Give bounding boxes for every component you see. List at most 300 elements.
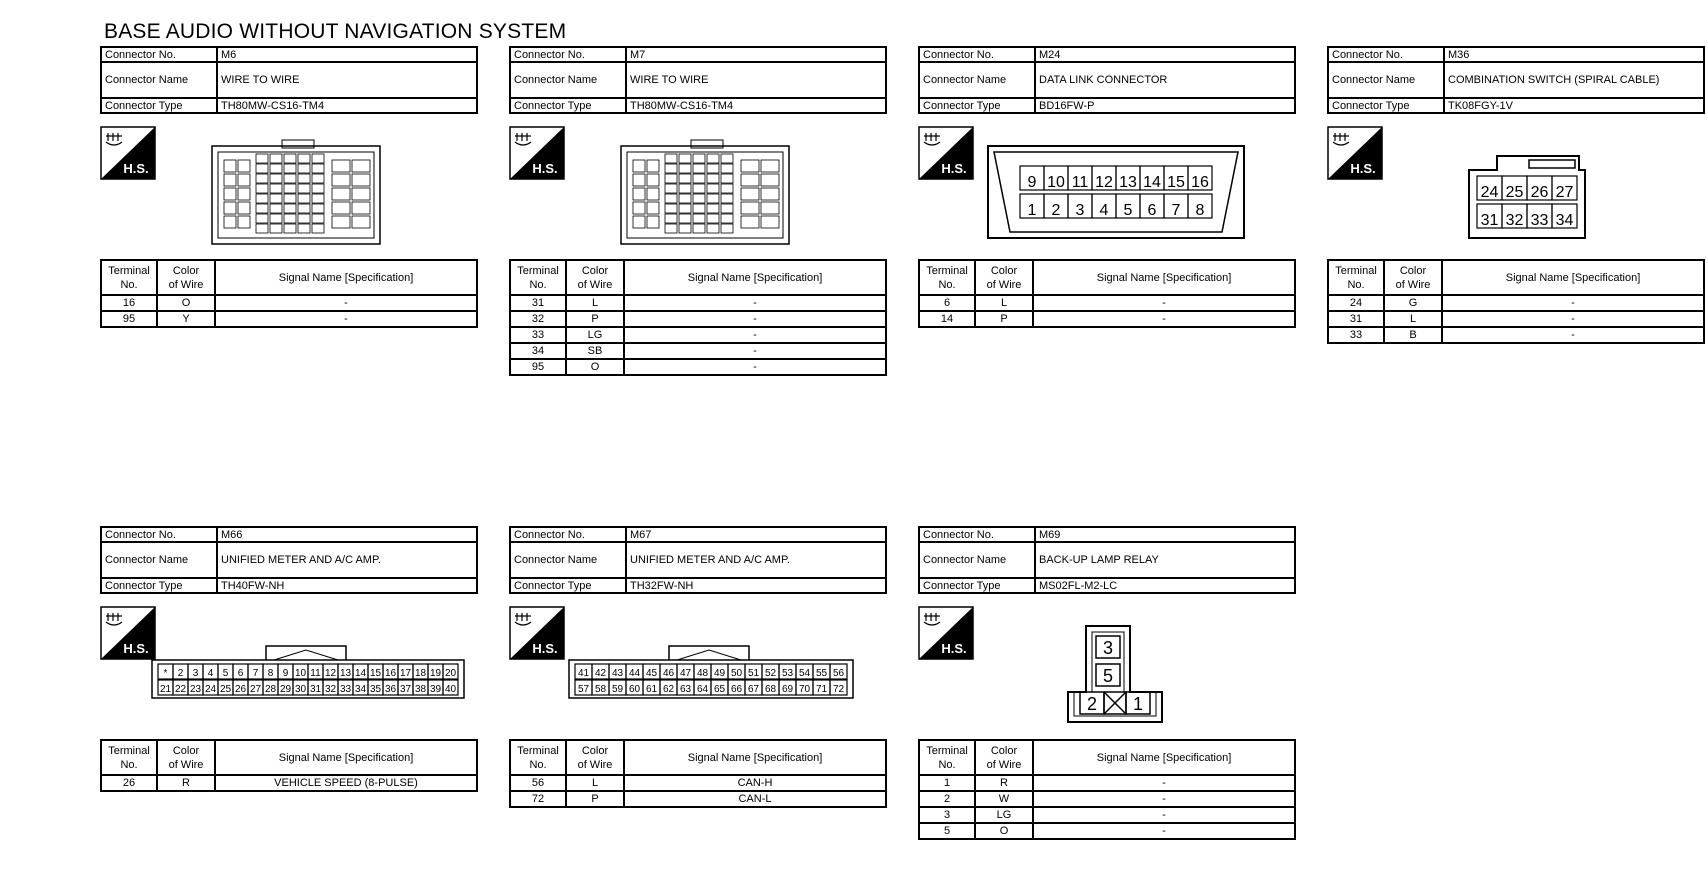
connector-name-value: COMBINATION SWITCH (SPIRAL CABLE): [1444, 62, 1704, 98]
connector-name-value: WIRE TO WIRE: [626, 62, 886, 98]
cavity: [679, 174, 691, 183]
cavity: [647, 216, 659, 228]
cavity: [741, 202, 759, 214]
cavity: [693, 214, 705, 223]
harness-side-icon: [100, 126, 156, 180]
cavity: [312, 154, 324, 163]
cavity-number: 9: [1027, 174, 1037, 191]
cavity-number: 15: [369, 668, 382, 679]
connector-latch-line: [677, 650, 741, 660]
terminal-no-header: Terminal No.: [510, 260, 566, 295]
cavity: [633, 202, 645, 214]
cavity-number: 20: [444, 668, 457, 679]
connector-no-value: M7: [626, 47, 886, 62]
cavity: [721, 154, 733, 163]
cavity: [256, 204, 268, 213]
wire-color: G: [1384, 295, 1442, 311]
terminal-no: 6: [919, 295, 975, 311]
connector-no-row: [919, 47, 1295, 62]
cavity: [665, 224, 677, 233]
connector-no-row: [510, 527, 886, 542]
cavity: [270, 164, 282, 173]
connector-type-value: MS02FL-M2-LC: [1035, 578, 1295, 593]
terminal-no: 33: [1328, 327, 1384, 343]
color-of-wire-header: Color of Wire: [157, 260, 215, 295]
wire-color: L: [566, 295, 624, 311]
terminal-row: [919, 295, 1295, 311]
cavity-number: 36: [384, 684, 397, 695]
connector-name-row: [1328, 62, 1704, 98]
wire-color: O: [566, 359, 624, 375]
connector-block-m69: [918, 526, 1296, 837]
terminal-row: [510, 327, 886, 343]
cavity-number: 33: [339, 684, 352, 695]
signal-name: -: [1033, 823, 1295, 839]
terminal-no: 5: [919, 823, 975, 839]
connector-block-m7: [509, 46, 887, 373]
wire-color: L: [1384, 311, 1442, 327]
terminal-no: 16: [101, 295, 157, 311]
cavity: [298, 204, 310, 213]
cavity-number: 62: [662, 684, 675, 695]
cavity: [312, 164, 324, 173]
cavity: [633, 216, 645, 228]
cavity-number: 18: [414, 668, 427, 679]
connector-type-row: [101, 578, 477, 593]
cavity: [693, 194, 705, 203]
cavity: [256, 224, 268, 233]
cavity-number: 39: [429, 684, 442, 695]
cavity-number: 40: [444, 684, 457, 695]
cavity-number: 7: [252, 668, 259, 679]
wire-color: R: [157, 775, 215, 791]
cavity: [721, 204, 733, 213]
cavity: [224, 216, 236, 228]
terminal-row: [919, 823, 1295, 839]
cavity: [693, 154, 705, 163]
wire-color: P: [566, 791, 624, 807]
terminal-no: 2: [919, 791, 975, 807]
cavity-number: 48: [696, 668, 709, 679]
terminal-no: 95: [510, 359, 566, 375]
signal-name-header: Signal Name [Specification]: [1033, 260, 1295, 295]
terminal-no: 56: [510, 775, 566, 791]
terminal-no: 26: [101, 775, 157, 791]
signal-name: -: [215, 295, 477, 311]
cavity: [238, 160, 250, 172]
cavity-number: 2: [1051, 202, 1061, 219]
cavity: [707, 174, 719, 183]
terminal-row: [1328, 311, 1704, 327]
connector-type-row: [919, 98, 1295, 113]
cavity-number: 4: [1099, 202, 1109, 219]
wire-color: P: [566, 311, 624, 327]
cavity: [270, 204, 282, 213]
terminal-row: [510, 791, 886, 807]
cavity-number: 41: [577, 668, 590, 679]
cavity: [298, 214, 310, 223]
harness-side-icon: [918, 126, 974, 180]
connector-face-diagram: [150, 642, 466, 702]
cavity: [298, 224, 310, 233]
signal-name: -: [215, 311, 477, 327]
terminal-no-header: Terminal No.: [919, 260, 975, 295]
cavity-number: 56: [832, 668, 845, 679]
color-of-wire-header: Color of Wire: [1384, 260, 1442, 295]
cavity-number: 52: [764, 668, 777, 679]
cavity-number: 60: [628, 684, 641, 695]
signal-name: -: [1033, 311, 1295, 327]
signal-name-header: Signal Name [Specification]: [215, 740, 477, 775]
connector-name-label: Connector Name: [101, 62, 217, 98]
cavity-number: 10: [1047, 174, 1065, 191]
hs-label: H.S.: [123, 641, 149, 656]
cavity-number: 72: [832, 684, 845, 695]
cavity-number: 23: [189, 684, 202, 695]
cavity: [761, 216, 779, 228]
cavity-number: 25: [219, 684, 232, 695]
terminal-no-header: Terminal No.: [510, 740, 566, 775]
terminal-table-header: [1328, 260, 1704, 295]
cavity: [284, 194, 296, 203]
connector-housing: [988, 146, 1244, 238]
cavity: [665, 184, 677, 193]
cavity: [352, 202, 370, 214]
signal-name-header: Signal Name [Specification]: [1442, 260, 1704, 295]
connector-no-row: [101, 527, 477, 542]
cavity: [298, 194, 310, 203]
cavity-number: 67: [747, 684, 760, 695]
terminal-no: 14: [919, 311, 975, 327]
signal-name: VEHICLE SPEED (8-PULSE): [215, 775, 477, 791]
cavity-number: 55: [815, 668, 828, 679]
cavity: [284, 174, 296, 183]
cavity: [741, 160, 759, 172]
cavity-number: 5: [1102, 666, 1114, 686]
signal-name: CAN-H: [624, 775, 886, 791]
signal-name: -: [624, 311, 886, 327]
cavity-number: 34: [1555, 212, 1574, 229]
cavity: [693, 224, 705, 233]
cavity: [256, 164, 268, 173]
connector-face-diagram: [1066, 624, 1166, 724]
connector-name-row: [510, 542, 886, 578]
connector-type-label: Connector Type: [510, 578, 626, 593]
connector-no-label: Connector No.: [510, 527, 626, 542]
wire-color: LG: [975, 807, 1033, 823]
cavity: [298, 174, 310, 183]
color-of-wire-header: Color of Wire: [566, 260, 624, 295]
signal-name-header: Signal Name [Specification]: [624, 260, 886, 295]
cavity-number: 31: [1480, 212, 1499, 229]
connector-face-diagram: [210, 138, 382, 248]
connector-no-label: Connector No.: [1328, 47, 1444, 62]
wire-color: LG: [566, 327, 624, 343]
wire-color: O: [157, 295, 215, 311]
connector-latch: [1529, 160, 1575, 168]
hs-label: H.S.: [1350, 161, 1376, 176]
connector-block-m24: [918, 46, 1296, 325]
terminal-row: [101, 311, 477, 327]
cavity-number: 10: [294, 668, 307, 679]
cavity: [761, 202, 779, 214]
cavity-number: 32: [324, 684, 337, 695]
cavity: [332, 160, 350, 172]
cavity-number: 3: [1102, 638, 1114, 658]
connector-name-row: [101, 62, 477, 98]
terminal-no: 1: [919, 775, 975, 791]
cavity-number: 57: [577, 684, 590, 695]
harness-side-icon: [1327, 126, 1383, 180]
signal-name: -: [1442, 311, 1704, 327]
connector-no-value: M66: [217, 527, 477, 542]
cavity-number: 65: [713, 684, 726, 695]
cavity: [332, 202, 350, 214]
connector-face-diagram: [619, 138, 791, 248]
cavity: [312, 184, 324, 193]
cavity-number: 16: [384, 668, 397, 679]
cavity-number: 66: [730, 684, 743, 695]
connector-trapezoid: [994, 152, 1238, 232]
cavity-number: 29: [279, 684, 292, 695]
cavity: [707, 194, 719, 203]
connector-housing: [1068, 626, 1162, 722]
cavity: [238, 216, 250, 228]
cavity-number: 50: [730, 668, 743, 679]
cavity: [284, 214, 296, 223]
cavity-number: 14: [1143, 174, 1161, 191]
terminal-table: [1327, 259, 1705, 344]
cavity: [761, 174, 779, 186]
terminal-row: [101, 295, 477, 311]
cavity: [761, 160, 779, 172]
cavity: [721, 194, 733, 203]
connector-name-label: Connector Name: [919, 62, 1035, 98]
cavity: [761, 188, 779, 200]
terminal-table-header: [919, 740, 1295, 775]
connector-no-row: [919, 527, 1295, 542]
connector-type-label: Connector Type: [101, 98, 217, 113]
cavity-number: 58: [594, 684, 607, 695]
cavity: [741, 216, 759, 228]
cavity-number: 25: [1505, 184, 1524, 201]
connector-name-value: UNIFIED METER AND A/C AMP.: [626, 542, 886, 578]
connector-name-label: Connector Name: [510, 542, 626, 578]
cavity: [352, 216, 370, 228]
cavity: [256, 214, 268, 223]
cavity: [647, 188, 659, 200]
cavity-number: 13: [1119, 174, 1137, 191]
cavity: [284, 164, 296, 173]
signal-name-header: Signal Name [Specification]: [1033, 740, 1295, 775]
signal-name: -: [1442, 327, 1704, 343]
signal-name: -: [624, 359, 886, 375]
terminal-no: 32: [510, 311, 566, 327]
cavity-number: 24: [204, 684, 217, 695]
cavity-number: 13: [339, 668, 352, 679]
wire-color: B: [1384, 327, 1442, 343]
cavity: [665, 194, 677, 203]
connector-no-label: Connector No.: [919, 47, 1035, 62]
cavity: [352, 174, 370, 186]
signal-name: -: [624, 343, 886, 359]
terminal-table-header: [101, 260, 477, 295]
cavity-number: 68: [764, 684, 777, 695]
terminal-row: [1328, 327, 1704, 343]
hs-label: H.S.: [532, 161, 558, 176]
cavity-number: 61: [645, 684, 658, 695]
hs-label: H.S.: [123, 161, 149, 176]
terminal-table-header: [919, 260, 1295, 295]
terminal-no: 33: [510, 327, 566, 343]
terminal-row: [510, 359, 886, 375]
connector-name-label: Connector Name: [1328, 62, 1444, 98]
connector-no-label: Connector No.: [101, 47, 217, 62]
terminal-no: 3: [919, 807, 975, 823]
cavity: [721, 184, 733, 193]
connector-no-row: [1328, 47, 1704, 62]
signal-name: -: [1033, 807, 1295, 823]
terminal-no: 31: [510, 295, 566, 311]
wire-color: L: [975, 295, 1033, 311]
cavity: [352, 188, 370, 200]
cavity-number: 45: [645, 668, 658, 679]
connector-latch: [282, 140, 314, 148]
connector-name-value: WIRE TO WIRE: [217, 62, 477, 98]
cavity-number: 21: [159, 684, 172, 695]
harness-side-icon: [509, 126, 565, 180]
signal-name: -: [624, 295, 886, 311]
hs-label: H.S.: [532, 641, 558, 656]
cavity: [352, 160, 370, 172]
signal-name: -: [624, 327, 886, 343]
connector-latch: [669, 646, 749, 660]
wire-color: W: [975, 791, 1033, 807]
connector-type-label: Connector Type: [919, 578, 1035, 593]
cavity: [284, 224, 296, 233]
terminal-table: [918, 739, 1296, 840]
connector-face-diagram: [567, 642, 855, 702]
cavity-number: 26: [234, 684, 247, 695]
cavity-number: 63: [679, 684, 692, 695]
cavity: [633, 160, 645, 172]
connector-no-value: M24: [1035, 47, 1295, 62]
cavity-number: 27: [249, 684, 262, 695]
connector-no-label: Connector No.: [101, 527, 217, 542]
cavity-number: 71: [815, 684, 828, 695]
signal-name: -: [1033, 775, 1295, 791]
cavity-number: 32: [1505, 212, 1524, 229]
cavity: [647, 202, 659, 214]
cavity: [665, 214, 677, 223]
terminal-no: 31: [1328, 311, 1384, 327]
cavity-number: 2: [177, 668, 184, 679]
cavity-number: 59: [611, 684, 624, 695]
connector-no-value: M69: [1035, 527, 1295, 542]
terminal-no: 24: [1328, 295, 1384, 311]
cavity-number: 34: [354, 684, 367, 695]
cavity: [721, 224, 733, 233]
connector-latch-line: [274, 650, 338, 660]
terminal-row: [919, 775, 1295, 791]
signal-name: -: [1033, 295, 1295, 311]
cavity-number: 37: [399, 684, 412, 695]
terminal-row: [510, 343, 886, 359]
cavity-number: 44: [628, 668, 641, 679]
cavity-number: 17: [399, 668, 412, 679]
cavity: [284, 184, 296, 193]
connector-name-value: BACK-UP LAMP RELAY: [1035, 542, 1295, 578]
cavity: [238, 202, 250, 214]
cavity: [707, 224, 719, 233]
connector-header-table: [1327, 46, 1705, 114]
connector-name-label: Connector Name: [919, 542, 1035, 578]
cavity-number: 47: [679, 668, 692, 679]
color-of-wire-header: Color of Wire: [157, 740, 215, 775]
connector-no-label: Connector No.: [919, 527, 1035, 542]
wire-color: P: [975, 311, 1033, 327]
connector-block-m67: [509, 526, 887, 805]
connector-no-label: Connector No.: [510, 47, 626, 62]
cavity: [633, 174, 645, 186]
cavity: [707, 214, 719, 223]
connector-latch: [266, 646, 346, 660]
connector-type-value: TK08FGY-1V: [1444, 98, 1704, 113]
connector-block-m36: [1327, 46, 1705, 341]
cavity: [332, 216, 350, 228]
cavity: [270, 174, 282, 183]
cavity: [238, 174, 250, 186]
cavity: [707, 164, 719, 173]
cavity-number: 1: [1027, 202, 1037, 219]
cavity: [679, 164, 691, 173]
terminal-no-header: Terminal No.: [919, 740, 975, 775]
signal-name-header: Signal Name [Specification]: [624, 740, 886, 775]
terminal-no: 34: [510, 343, 566, 359]
cavity-number: 14: [354, 668, 367, 679]
connector-name-row: [101, 542, 477, 578]
connector-no-row: [101, 47, 477, 62]
cavity-number: 43: [611, 668, 624, 679]
connector-type-value: TH80MW-CS16-TM4: [217, 98, 477, 113]
cavity: [679, 204, 691, 213]
connector-type-value: TH80MW-CS16-TM4: [626, 98, 886, 113]
cavity-number: *: [163, 668, 168, 679]
color-of-wire-header: Color of Wire: [975, 740, 1033, 775]
harness-side-icon: [100, 606, 156, 660]
cavity-number: 2: [1086, 694, 1098, 714]
harness-side-icon: [918, 606, 974, 660]
cavity: [693, 164, 705, 173]
hs-label: H.S.: [941, 161, 967, 176]
signal-name: CAN-L: [624, 791, 886, 807]
cavity-number: 19: [429, 668, 442, 679]
cavity: [270, 194, 282, 203]
cavity: [256, 184, 268, 193]
cavity: [312, 214, 324, 223]
cavity: [332, 174, 350, 186]
cavity: [693, 184, 705, 193]
terminal-row: [510, 295, 886, 311]
cavity: [647, 174, 659, 186]
cavity: [224, 160, 236, 172]
terminal-no-header: Terminal No.: [1328, 260, 1384, 295]
page-title: BASE AUDIO WITHOUT NAVIGATION SYSTEM: [104, 20, 567, 43]
cavity: [256, 154, 268, 163]
connector-type-label: Connector Type: [510, 98, 626, 113]
cavity-number: 38: [414, 684, 427, 695]
signal-name-header: Signal Name [Specification]: [215, 260, 477, 295]
